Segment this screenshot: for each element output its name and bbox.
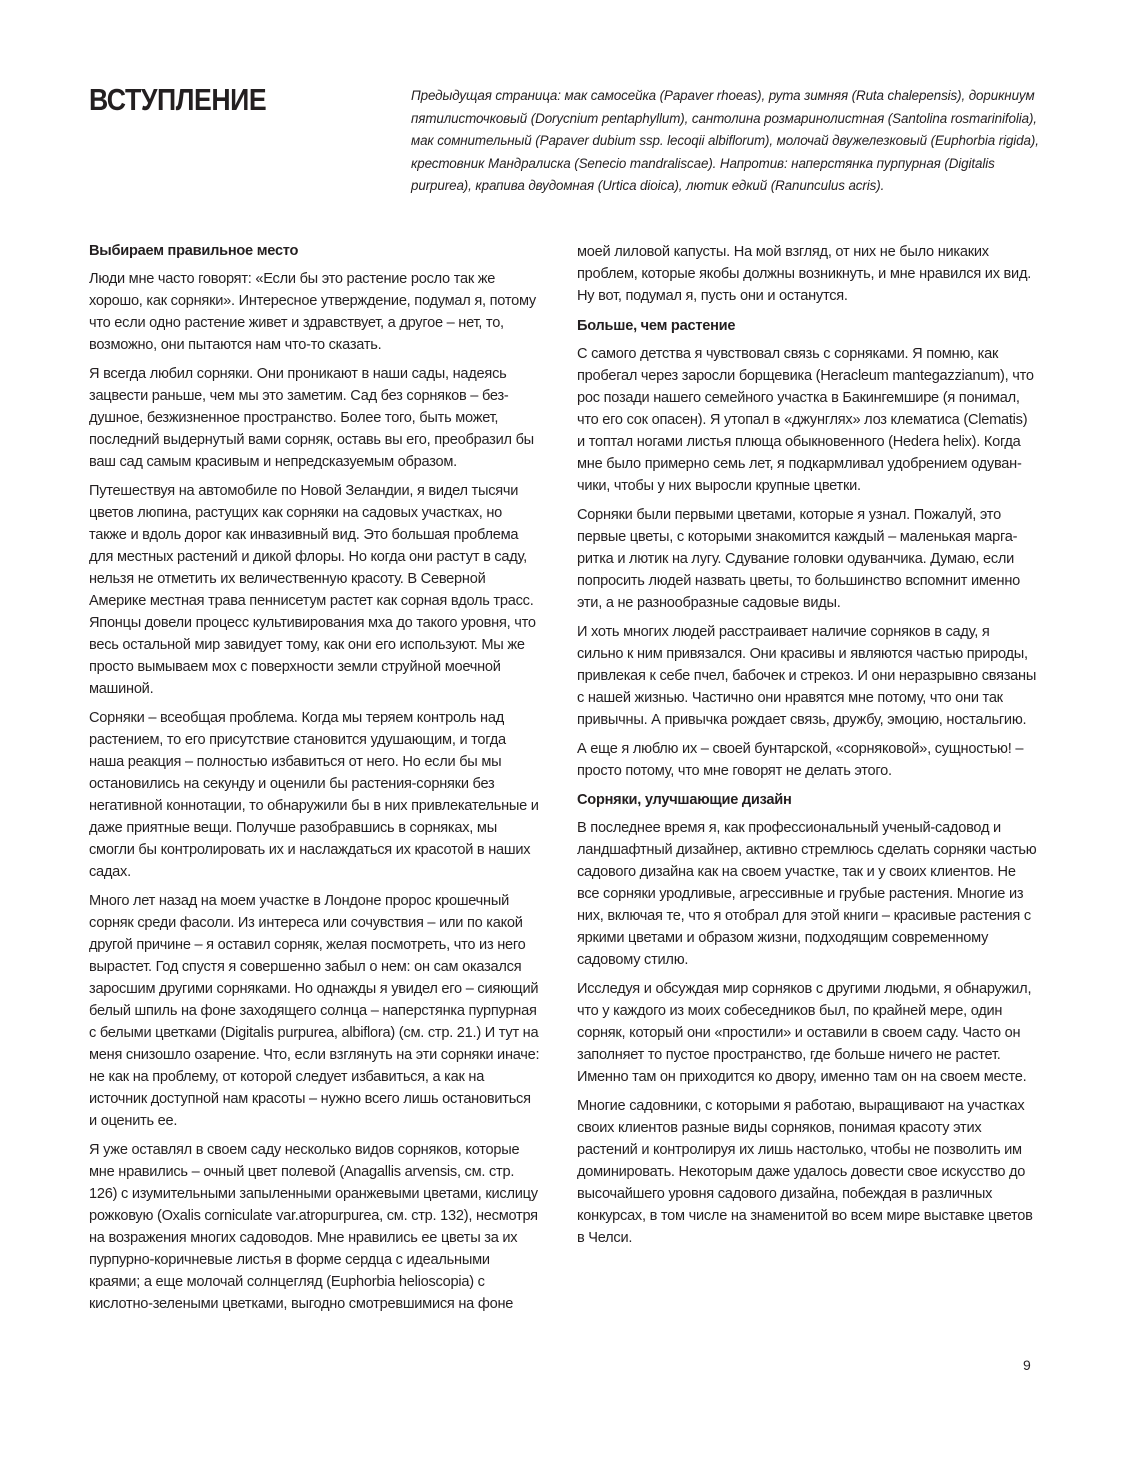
body-paragraph: С самого детства я чувствовал связь с сорняками. Я помню, как пробегал через заросли борщевика (Heracleum mantegazzianum), что рос позади нашего семейного участка в Бакингемшире (я понимал, что его сок опасен). Я утопал в «джунглях» лоз клематиса (Clematis) и топтал ногами листья плюща обыкновенного (Hedera helix). Когда мне было примерно семь лет, я подкармливал удобрением одуванчики, чтобы у них выросли крупные цветки. xyxy=(577,346,1034,494)
body-paragraph: Много лет назад на моем участке в Лондоне пророс крошечный сорняк среди фасоли. Из интереса или сочувствия – или по какой другой причине – я оставил сорняк, желая посмотреть, что из него вырастет. Год спустя я совершенно забыл о нем: он сам оказался заросшим другими сорняками. Но однажды я увидел его – сияющий белый шпиль на фоне заходящего солнца – наперстянка пурпурная с белыми цветками (Digitalis purpurea, albiflora) (см. стр. 21.) И тут на меня снизошло озарение. Что, если взглянуть на эти сорняки иначе: не как на проблему, от которой следует избавиться, а как на источник доступной нам красоты – нужно всего лишь остановиться и оценить ее. xyxy=(89,893,540,1129)
body-paragraph: Сорняки были первыми цветами, которые я узнал. Пожалуй, это первые цветы, с которыми знакомится каждый – маленькая маргаритка и лютик на лугу. Сдувание головки одуванчика. Думаю, если попросить людей назвать цветы, то большинство вспомнит именно эти, а не разнообразные садовые виды. xyxy=(577,507,1021,611)
body-paragraph: Люди мне часто говорят: «Если бы это растение росло так же хорошо, как сорняки». Интересное утверждение, подумал я, потому что если одно растение живет и здравствует, а другое – нет, то, возможно, они пытаются нам что-то сказать. xyxy=(89,271,536,353)
body-paragraph: Сорняки – всеобщая проблема. Когда мы теряем контроль над растением, то его присутствие становится удушающим, и тогда наша реакция – полностью избавиться от него. Но если бы мы остановились на секунду и оценили бы растения-сорняки без негативной коннотации, то обнаружили бы в них привлекательные и даже приятные вещи. Получше разобравшись в сорняках, мы смогли бы контролировать их и наслаждаться их красотой в наших садах. xyxy=(89,710,539,880)
body-paragraph: А еще я люблю их – своей бунтарской, «сорняковой», сущностью! – просто потому, что мне говорят не делать этого. xyxy=(577,741,1024,779)
body-paragraph: В последнее время я, как профессиональный ученый-садовод и ландшафтный дизайнер, активно стремлюсь сделать сорняки частью садового дизайна как на своем участке, так и у своих клиентов. Не все сорняки уродливые, агрессивные и грубые растения. Многие из них, включая те, что я отобрал для этой книги – красивые растения с яркими цветами и образом жизни, подходящим современному садовому стилю. xyxy=(577,820,1037,968)
body-paragraph: Многие садовники, с которыми я работаю, выращивают на участках своих клиентов разные виды сорняков, понимая красоту этих растений и контролируя их лишь настолько, чтобы не позволить им доминировать. Некоторым даже удалось довести свое искусство до высочайшего уровня садового дизайна, побеждая в различных конкурсах, в том числе на знаменитой во всем мире выставке цветов в Челси. xyxy=(577,1098,1033,1246)
body-paragraph: Исследуя и обсуждая мир сорняков с другими людьми, я обнаружил, что у каждого из моих собеседников был, по крайней мере, один сорняк, который они «простили» и оставили в своем саду. Часто он заполняет то пустое пространство, где больше ничего не растет. Именно там он приходится ко двору, именно там он на своем месте. xyxy=(577,981,1032,1085)
section-heading: Сорняки, улучшающие дизайн xyxy=(577,792,792,808)
body-paragraph: Я всегда любил сорняки. Они проникают в наши сады, надеясь зацвести раньше, чем мы это заметим. Сад без сорняков – бездушное, безжизненное пространство. Более того, быть может, последний выдернутый вами сорняк, оставь вы его, преобразил бы ваш сад самым красивым и непредсказуемым образом. xyxy=(89,366,534,470)
section-heading: Больше, чем растение xyxy=(577,318,736,334)
page-number: 9 xyxy=(1023,1357,1031,1373)
figure-caption: Предыдущая страница: мак самосейка (Papaver rhoeas), рута зимняя (Ruta chalepensis), дорикниум пятилисточковый (Dorycnium pentaphyllum), сантолина розмаринолистная (Santolina rosmarinifolia), мак сомнительный (Papaver dubium ssp. lecoqii albiflorum), молочай двужелезковый (Euphorbia rigida), крестовник Мандралиска (Senecio mandraliscae). Напротив: наперстянка пурпурная (Digitalis purpurea), крапива двудомная (Urtica dioica), лютик едкий (Ranunculus acris). xyxy=(411,88,1039,194)
body-paragraph: И хоть многих людей расстраивает наличие сорняков в саду, я сильно к ним привязался. Они красивы и являются частью природы, привлекая к себе пчел, бабочек и стрекоз. И они неразрывно связаны с нашей жизнью. Частично они нравятся мне потому, что они так привычны. А привычка рождает связь, дружбу, эмоцию, ностальгию. xyxy=(577,624,1037,728)
right-column xyxy=(577,241,1037,1256)
body-paragraph: Путешествуя на автомобиле по Новой Зеландии, я видел тысячи цветов люпина, растущих как сорняки на садовых участках, но также и вдоль дорог как инвазивный вид. Это большая проблема для местных растений и дикой флоры. Но когда они растут в саду, нельзя не отметить их величественную красоту. В Северной Америке местная трава пеннисетум растет как сорная вдоль трасс. Японцы довели процесс культивирования мха до такого уровня, что весь остальной мир завидует тому, как они его используют. Мы же просто вымываем мох с поверхности земли струйной моечной машиной. xyxy=(89,483,536,697)
body-paragraph: моей лиловой капусты. На мой взгляд, от них не было никаких проблем, которые якобы должны возникнуть, и мне нравился их вид. Ну вот, подумал я, пусть они и останутся. xyxy=(577,244,1032,304)
body-paragraph: Я уже оставлял в своем саду несколько видов сорняков, которые мне нравились – очный цвет полевой (Anagallis arvensis, см. стр. 126) с изумительными запыленными оранжевыми цветами, кислицу рожковую (Oxalis corniculate var.atropurpurea, см. стр. 132), несмотря на возражения многих садоводов. Мне нравились ее цветы за их пурпурно-коричневые листья в форме сердца с идеальными краями; а еще молочай солнцегляд (Euphorbia helioscopia) с кислотно-зелеными цветками, выгодно смотревшимися на фоне xyxy=(89,1142,538,1312)
page-title: ВСТУПЛЕНИЕ xyxy=(89,82,267,117)
section-heading: Выбираем правильное место xyxy=(89,243,299,259)
left-column xyxy=(89,240,541,1322)
